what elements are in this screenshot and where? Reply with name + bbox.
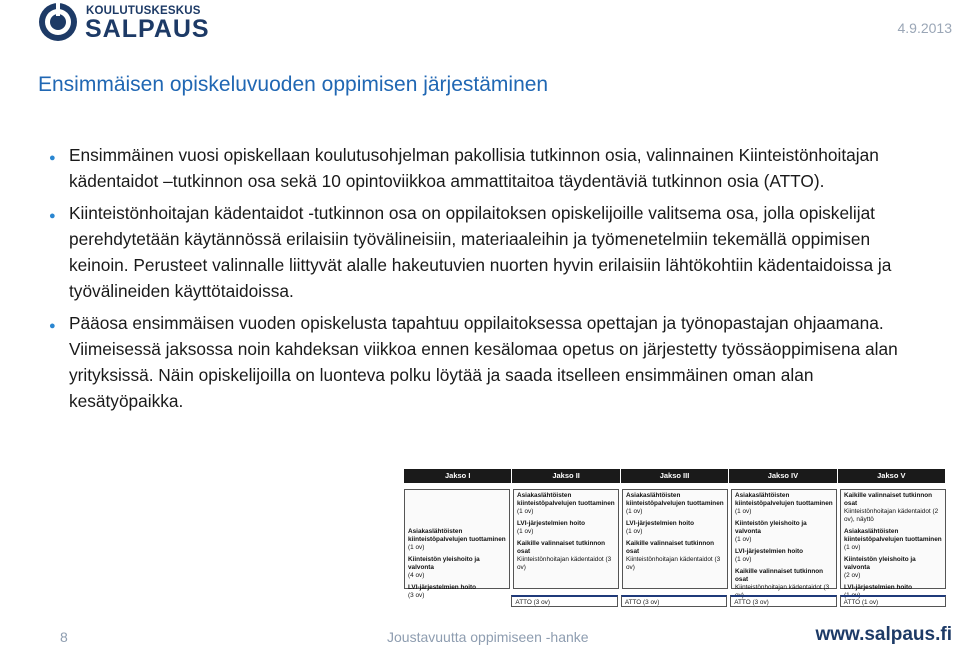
table-entry bbox=[408, 528, 506, 552]
table-header-cell: Jakso I bbox=[404, 469, 512, 483]
entry-name: Kiinteistön yleishoito ja valvonta bbox=[844, 556, 916, 571]
bullet-icon: ● bbox=[49, 320, 56, 332]
entry-credits: (3 ov) bbox=[408, 592, 425, 599]
slide-title: Ensimmäisen opiskeluvuoden oppimisen järjestäminen bbox=[38, 73, 549, 96]
bullet-text: Kiinteistönhoitajan kädentaidot -tutkinnon osa on oppilaitoksen opiskelijoille valitsema osa, jolla opiskelijat perehdytetään käytännössä erilaisiin työvälineisiin, materiaaleihin ja työmenetelmiin tekemällä oppimisen keinoin. Perusteet valinnalle liittyvät alalle hakeutuvien nuorten hyvin erilaisiin lähtökohtiin kädentaidoissa ja työvälineiden käyttötaidoissa. bbox=[69, 203, 892, 301]
entry-name: LVI-järjestelmien hoito bbox=[735, 548, 804, 555]
table-header-cell: Jakso V bbox=[838, 469, 946, 483]
entry-credits: (1 ov) bbox=[517, 508, 534, 515]
slide-date: 4.9.2013 bbox=[897, 20, 952, 36]
entry-credits: Kiinteistönhoitajan kädentaidot (3 ov) bbox=[517, 556, 612, 571]
entry-credits: (1 ov) bbox=[517, 528, 534, 535]
entry-name: Kiinteistön yleishoito ja valvonta bbox=[735, 520, 807, 535]
atto-cell: ATTO (3 ov) bbox=[730, 595, 836, 607]
entry-name: Asiakaslähtöisten kiinteistöpalvelujen tuottaminen bbox=[626, 492, 724, 507]
atto-cell bbox=[404, 595, 508, 607]
table-entry bbox=[626, 520, 724, 536]
table-entry bbox=[626, 492, 724, 516]
salpaus-logo bbox=[38, 2, 210, 43]
bullet-item bbox=[48, 142, 928, 194]
entry-credits: (2 ov) bbox=[844, 572, 861, 579]
table-entry bbox=[735, 520, 833, 544]
table-header-cell: Jakso II bbox=[512, 469, 620, 483]
table-column bbox=[622, 489, 728, 589]
table-entry bbox=[626, 540, 724, 572]
atto-cell: ATTO (1 ov) bbox=[840, 595, 946, 607]
atto-cell: ATTO (3 ov) bbox=[511, 595, 617, 607]
table-column bbox=[404, 489, 510, 599]
footer-text: Joustavuutta oppimiseen -hanke bbox=[387, 629, 589, 645]
table-header-cell: Jakso III bbox=[621, 469, 729, 483]
entry-credits: (1 ov) bbox=[735, 556, 752, 563]
entry-name: Asiakaslähtöisten kiinteistöpalvelujen tuottaminen bbox=[408, 528, 506, 543]
entry-name: LVI-järjestelmien hoito bbox=[626, 520, 695, 527]
entry-credits: Kiinteistönhoitajan kädentaidot (2 ov), näyttö bbox=[844, 508, 939, 523]
table-entry bbox=[517, 492, 615, 516]
entry-credits: (1 ov) bbox=[844, 544, 861, 551]
bullet-text: Pääosa ensimmäisen vuoden opiskelusta tapahtuu oppilaitoksessa opettajan ja työnopastajan ohjaamana. Viimeisessä jaksossa noin kahdeksan viikkoa ennen kesälomaa opetus on järjestetty työssäoppimisena alan yrityksissä. Näin opiskelijoilla on luonteva polku löytää ja saada itselleen ensimmäinen oman alan kesätyöpaikka. bbox=[69, 313, 898, 411]
atto-cell: ATTO (3 ov) bbox=[621, 595, 727, 607]
table-entry bbox=[408, 556, 506, 580]
entry-name: Asiakaslähtöisten kiinteistöpalvelujen tuottaminen bbox=[844, 528, 942, 543]
table-entry bbox=[844, 528, 942, 552]
entry-credits: (1 ov) bbox=[626, 508, 643, 515]
bullet-icon: ● bbox=[49, 152, 56, 164]
footer-url: www.salpaus.fi bbox=[815, 624, 952, 645]
table-column bbox=[840, 489, 946, 599]
entry-credits: (1 ov) bbox=[844, 592, 861, 599]
entry-name: Kiinteistön yleishoito ja valvonta bbox=[408, 556, 480, 571]
atto-row bbox=[404, 595, 946, 607]
table-header-cell: Jakso IV bbox=[729, 469, 837, 483]
entry-name: LVI-järjestelmien hoito bbox=[408, 584, 477, 591]
study-schedule-table bbox=[404, 469, 946, 623]
entry-name: LVI-järjestelmien hoito bbox=[844, 584, 913, 591]
table-entry bbox=[844, 492, 942, 524]
bullet-item bbox=[48, 310, 928, 414]
entry-credits: (1 ov) bbox=[735, 536, 752, 543]
logo-top-text: KOULUTUSKESKUS bbox=[86, 5, 201, 17]
salpaus-logo-icon bbox=[38, 2, 78, 42]
table-entry bbox=[735, 548, 833, 564]
entry-name: Asiakaslähtöisten kiinteistöpalvelujen tuottaminen bbox=[735, 492, 833, 507]
entry-credits: Kiinteistönhoitajan kädentaidot (3 ov) bbox=[735, 584, 830, 599]
bullet-item bbox=[48, 200, 928, 304]
bullet-icon: ● bbox=[49, 210, 56, 222]
table-column bbox=[731, 489, 837, 599]
entry-name: Kaikille valinnaiset tutkinnon osat bbox=[626, 540, 715, 555]
entry-name: Kaikille valinnaiset tutkinnon osat bbox=[517, 540, 606, 555]
table-entry bbox=[517, 520, 615, 536]
entry-name: Kaikille valinnaiset tutkinnon osat bbox=[735, 568, 824, 583]
bullet-list bbox=[48, 142, 928, 420]
entry-name: Kaikille valinnaiset tutkinnon osat bbox=[844, 492, 933, 507]
table-entry bbox=[844, 556, 942, 580]
entry-credits: Kiinteistönhoitajan kädentaidot (3 ov) bbox=[626, 556, 721, 571]
page-number: 8 bbox=[60, 629, 68, 645]
table-entry bbox=[735, 492, 833, 516]
entry-credits: (4 ov) bbox=[408, 572, 425, 579]
table-entry bbox=[517, 540, 615, 572]
entry-credits: (1 ov) bbox=[626, 528, 643, 535]
table-column bbox=[513, 489, 619, 589]
bullet-text: Ensimmäinen vuosi opiskellaan koulutusohjelman pakollisia tutkinnon osia, valinnainen Kiinteistönhoitajan kädentaidot –tutkinnon osa sekä 10 opintoviikkoa ammattitaitoa täydentäviä tutkinnon osia (ATTO). bbox=[69, 145, 879, 191]
table-header-row bbox=[404, 469, 946, 483]
entry-name: LVI-järjestelmien hoito bbox=[517, 520, 586, 527]
entry-credits: (1 ov) bbox=[408, 544, 425, 551]
entry-credits: (1 ov) bbox=[735, 508, 752, 515]
entry-name: Asiakaslähtöisten kiinteistöpalvelujen tuottaminen bbox=[517, 492, 615, 507]
logo-main-text: SALPAUS bbox=[85, 15, 210, 43]
table-body bbox=[404, 489, 946, 599]
